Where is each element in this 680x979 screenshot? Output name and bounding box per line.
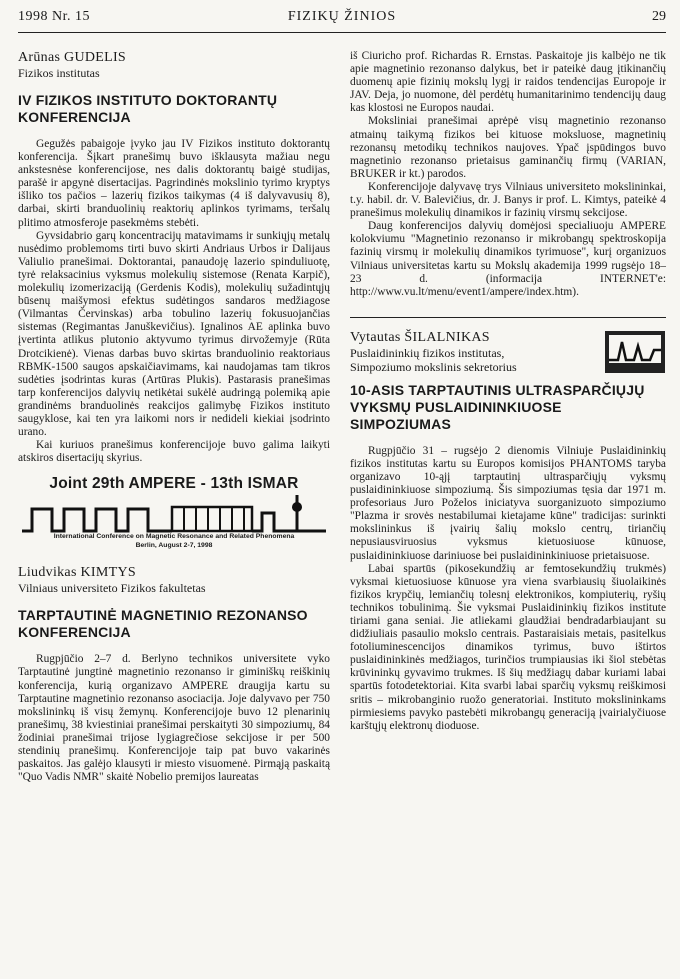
article-gudelis (18, 50, 330, 465)
page-header (18, 6, 666, 33)
article-title: IV FIZIKOS INSTITUTO DOKTORANTŲ KONFERENCIJA (18, 92, 278, 125)
paragraph: Labai spartūs (pikosekundžių ar femtosekundžių trukmės) vyksmai kietuosiuose kūnuose yra viena svarbiausių šiuolaikinės fizikos krypčių, lemiančių tolesnį elektronikos, kompiuterių, ryšių technikos tobulinimą. Šie vyksmai Puslaidininkių fizikos institute tiriami gana seniai. Jie atliekami glaudžiai bendradarbiaujant su didžiuliais pasaulio mokslo centrais. Pastaraisiais metais, pasitelkus fotoliuminescencijos dinamikos tyrimus, buvo ištirtos puslaidininkinės medžiagos, turinčios trumpiausias iki šiol stebėtas krūvininkų gyvavimo trukmes. Iš šių medžiagų dabar kuriami labai spartūs fotodetektoriai. Kita svarbi labai sparčių vyksmų reiškimosi sritis – mikrobanginio ruožo generatoriai. Instituto mokslininkams pirmiesiems pavyko pastebėti mikrobangų generaciją įvairialyčiuose karštųjų elektronų dioduose. (350, 562, 666, 732)
paragraph: Gyvsidabrio garų koncentracijų matavimams ir sunkiųjų metalų nusėdimo problemoms tirti buvo skirti Andriaus Urbos ir Dalijaus Valiulio pranešimai. Doktorantai, panaudoję lazerio spinduliuotę, tyrė relaksacinius vyksmus molekulių sistemose (Renata Karpič), molekulių izomerizaciją (Gerdenis Kodis), molekulių sužadintųjų būsenų maišymosi efektus sudėtingos sandaros medžiagose (Vilmantas Červinskas) arba tobulino lazerių fokusuojančias sistemas (Regimantas Januškevičius). Ignalinos AE aplinka buvo įvertinta atlikus plutonio aktyvumo tyrimus dirvožemyje (Rūta Drotcikienė). Vienas darbas buvo skirtas branduolinio reaktoriaus RBMK-1500 saugos apskaičiavimams, kai naudojamas tam tikros sudėties įsodrintas kuras (Artūras Plukis). Pastarasis pranešimas tarp konferencijos dalyvių netikėtai sukėlė audringą polemiką apie grandinėms branduolinės reakcijos galimybę Fizikos instituto saugyklose, kai ten yra laikomi nors ir nedideli kiekiai įsodrinto urano. (18, 229, 330, 439)
paragraph: Konferencijoje dalyvavę trys Vilniaus universiteto mokslininkai, t.y. habil. dr. V. Balevičius, dr. J. Banys ir prof. L. Kimtys, pateikė 4 pranešimus molekulių dinamikos ir fazinių virsmų sekcijose. (350, 180, 666, 220)
paragraph: Kai kuriuos pranešimus konferencijoje buvo galima laikyti atskiros disertacijų skyrius. (18, 439, 330, 465)
paragraph: Daug konferencijos dalyvių domėjosi specialiuoju AMPERE kolokviumu "Magnetinio rezonanso ir mikrobangų spektroskopija fazinių virsmų ir molekulių dinamikos tyrimuose", kurį organizuos Vilniaus universitetas kartu su Mokslų akademija 1999 rugsėjo 18–23 d. (informacija INTERNET'e: http://www.vu.lt/menu/event1/ampere/index.htm). (350, 220, 666, 298)
article-title: 10-ASIS TARPTAUTINIS ULTRASPARČIŲJŲ VYKSMŲ PUSLAIDININKIUOSE SIMPOZIUMAS (350, 381, 645, 432)
banner-subtitle: International Conference on Magnetic Resonance and Related Phenomena (53, 533, 295, 541)
author-name: Vytautas ŠILALNIKAS (350, 329, 490, 345)
conference-banner (18, 475, 330, 553)
article-silalnikas (350, 330, 666, 733)
author-affiliation: Vilniaus universiteto Fizikos fakultetas (18, 581, 206, 596)
author-affiliation: Puslaidininkių fizikos institutas, (350, 345, 505, 360)
banner-date: Berlin, August 2-7, 1998 (135, 542, 213, 550)
paragraph: Rugpjūčio 31 – rugsėjo 2 dienomis Vilniuje Puslaidininkių fizikos institutas kartu su Europos komisijos PHANTOMS taryba organizavo 10-ąjį tarptautinį ultrasparčiųjų vyksmų puslaidininkiuose simpoziumą. Šis simpoziumas tęsia dar 1971 m. profesoriaus Juro Poželos iniciatyva suorganizuoto simpoziumo "Plazma ir srovės nestabilumai kietajame kūne" tradicijas: surinkti mokslininkus iš įvairių šalių mokslo centrų, tiriančių nepusiausviruosius vyksmus kietuosiuose kūnuose, puslaidininkiuose dariniuose bei puslaidininkiniuose prietaisuose. (350, 444, 666, 562)
issue-label: 1998 Nr. 15 (18, 9, 90, 24)
author-affiliation: Fizikos institutas (18, 66, 100, 80)
article-kimtys (18, 565, 330, 784)
author-role: Simpoziumo mokslinis sekretorius (350, 359, 517, 374)
page-number: 29 (652, 9, 666, 24)
paragraph: Moksliniai pranešimai aprėpė visų magnetinio rezonanso atmainų taikymą fizikos bei kituose moksluose, magnetinių rezonansų metodikų technikos naujoves. Ypač įspūdingos buvo magnetinio rezonanso prietaisus gaminančių firmų (VARIAN, BRUKER ir kt.) parodos. (350, 115, 666, 180)
author-block (350, 330, 666, 374)
berlin-skyline-logo (22, 495, 326, 533)
journal-title: FIZIKŲ ŽINIOS (287, 9, 397, 24)
article-title: TARPTAUTINĖ MAGNETINIO REZONANSO KONFERENCIJA (18, 607, 308, 641)
right-column (350, 50, 666, 733)
section-divider (350, 317, 666, 318)
author-name: Liudvikas KIMTYS (18, 565, 136, 581)
paragraph: Rugpjūčio 2–7 d. Berlyno technikos universitete vyko Tarptautinė jungtinė magnetinio rezonanso ir giminiškų reiškinių konferencija, kurią organizavo AMPERE draugija kartu su Tarptautine magnetinio rezonanso asociacija. Joje dalyvavo per 750 mokslininkų iš visų žemynų. Konferencijoje buvo 12 plenarinių pranešimų, 38 kviestiniai pranešimai perskaityti 30 simpoziumų, 84 žodiniai pranešimai trijose lygiagrečiose sekcijose ir per 500 stendinių pranešimų. Konferencijoje taip pat buvo vakarinės paskaitos. Jas galėjo klausyti ir miesto visuomenė. Pirmąją paskaitą "Quo Vadis NMR" skaitė Nobelio premijos laureatas (18, 653, 330, 784)
banner-title: Joint 29th AMPERE - 13th ISMAR (49, 475, 299, 493)
paragraph: Gegužės pabaigoje įvyko jau IV Fizikos instituto doktorantų konferencija. Šįkart pranešimų buvo išklausyta mažiau negu ankstesnėse konferencijose, nes dalis doktorantų baigė studijas, parašė ir apgynė disertacijas. Pagrindinės mokslinio tyrimo kryptys išliko tos pačios – lazerių fizikos taikymas (4 iš dalyvavusių 8), darbai, skirti branduolinių reaktorių aplinkos tyrimams, teršalų plitimo atmosferoje pasekmėms stebėti. (18, 138, 330, 229)
paragraph: iš Ciuricho prof. Richardas R. Ernstas. Paskaitoje jis kalbėjo ne tik apie magnetinio rezonanso dalykus, bet ir pateikė daug įtikinančių duomenų apie fizinių mokslų lygį ir raidos tendencijas Europoje ir JAV. Deja, jo nuomone, dėl perdėtų humanitarinimo tendencijų daug kas klostosi ne Europos naudai. (350, 50, 666, 115)
symposium-logo-icon (604, 330, 666, 374)
left-column (18, 50, 330, 784)
author-name: Arūnas GUDELIS (18, 50, 127, 65)
